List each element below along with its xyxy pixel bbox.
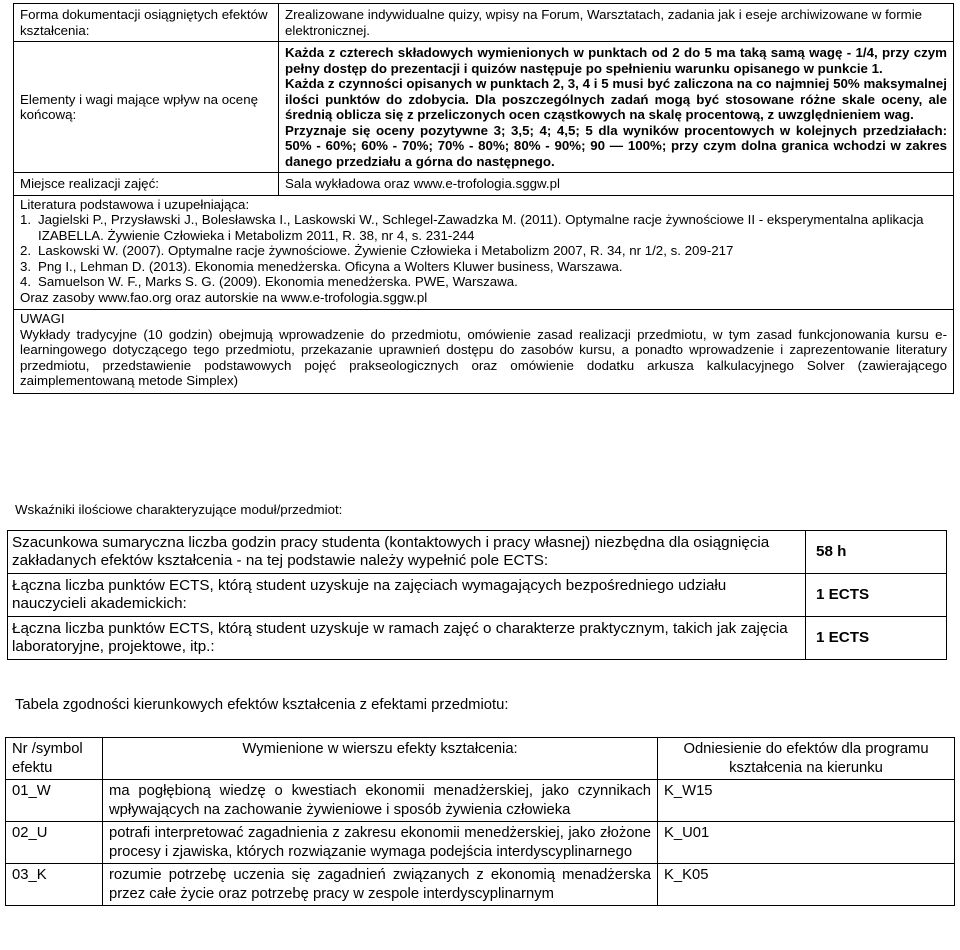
- weights-paragraph-2: Każda z czynności opisanych w punktach 2, 3, 4 i 5 musi być zaliczona na co najmniej 50% maksymalnej ilości punktów do zdobycia. Dla poszczególnych zadań mogą być stosowane różne skale oceny, ale średnią oblicza się z przeliczonych ocen cząstkowych na skalę procentową, z uwzględnieniem wag.: [285, 76, 947, 122]
- literature-list: [20, 212, 947, 290]
- indicator-row: [8, 531, 947, 574]
- indicator-value: 58 h: [806, 531, 947, 574]
- weights-row: [14, 42, 954, 173]
- effect-description: ma pogłębioną wiedzę o kwestiach ekonomii menadżerskiej, jako czynnikach wpływających na zachowanie żywieniowe i sposób żywienia człowieka: [103, 780, 658, 822]
- weights-value: [279, 42, 954, 173]
- compliance-row: [6, 822, 955, 864]
- weights-label: Elementy i wagi mające wpływ na ocenę końcową:: [14, 42, 279, 173]
- indicators-heading: Wskaźniki ilościowe charakteryzujące moduł/przedmiot:: [15, 502, 343, 517]
- effect-reference: K_K05: [658, 864, 955, 906]
- literature-item-text: Laskowski W. (2007). Optymalne racje żywnościowe. Żywienie Człowieka i Metabolizm 2007, R. 34, nr 1/2, s. 209-217: [38, 243, 734, 258]
- place-row: [14, 173, 954, 196]
- literature-item-number: 4.: [20, 274, 32, 289]
- effect-symbol: 02_U: [6, 822, 103, 864]
- compliance-row: [6, 864, 955, 906]
- place-value: Sala wykładowa oraz www.e-trofologia.sggw.pl: [279, 173, 954, 196]
- remarks-row: [14, 310, 954, 394]
- compliance-table: [5, 737, 955, 906]
- weights-paragraph-3: Przyznaje się oceny pozytywne 3; 3,5; 4; 4,5; 5 dla wyników procentowych w kolejnych przedziałach: 50% - 60%; 60% - 70%; 70% - 80%; 80% - 90%; 90 — 100%; przy czym dolna granica wchodzi w zakres danego przedziału a górna do następnego.: [285, 122, 947, 169]
- effect-reference: K_W15: [658, 780, 955, 822]
- literature-item: [20, 243, 947, 259]
- literature-item-text: Samuelson W. F., Marks S. G. (2009). Ekonomia menedżerska. PWE, Warszawa.: [38, 274, 518, 289]
- literature-item: [20, 212, 947, 243]
- effect-reference: K_U01: [658, 822, 955, 864]
- effect-description: potrafi interpretować zagadnienia z zakresu ekonomii menedżerskiej, jako złożone procesy i zjawiska, których rozwiązanie wymaga podejścia interdyscyplinarnego: [103, 822, 658, 864]
- effect-symbol: 03_K: [6, 864, 103, 906]
- compliance-header-row: [6, 738, 955, 780]
- literature-cell: [14, 195, 954, 310]
- compliance-heading: Tabela zgodności kierunkowych efektów kształcenia z efektami przedmiotu:: [15, 697, 509, 713]
- column-header-symbol: Nr /symbol efektu: [6, 738, 103, 780]
- indicator-row: [8, 574, 947, 617]
- column-header-reference: Odniesienie do efektów dla programu kształcenia na kierunku: [658, 738, 955, 780]
- form-label: Forma dokumentacji osiągniętych efektów kształcenia:: [14, 4, 279, 42]
- effect-symbol: 01_W: [6, 780, 103, 822]
- place-label: Miejsce realizacji zajęć:: [14, 173, 279, 196]
- remarks-cell: [14, 310, 954, 394]
- literature-item-number: 1.: [20, 212, 32, 227]
- literature-extra: Oraz zasoby www.fao.org oraz autorskie na www.e-trofologia.sggw.pl: [20, 289, 428, 305]
- form-row: [14, 4, 954, 42]
- effect-description: rozumie potrzebę uczenia się zagadnień związanych z ekonomią menadżerska przez całe życie oraz potrzebę pracy w zespole interdyscyplinarnym: [103, 864, 658, 906]
- weights-paragraph-1: Każda z czterech składowych wymienionych w punktach od 2 do 5 ma taką samą wagę - 1/4, przy czym pełny dostęp do prezentacji i quizów następuje po spełnieniu warunku opisanego w punkcie 1.: [285, 45, 947, 76]
- literature-item: [20, 259, 947, 275]
- form-value: Zrealizowane indywidualne quizy, wpisy na Forum, Warsztatach, zadania jak i eseje archiwizowane w formie elektronicznej.: [279, 4, 954, 42]
- indicator-row: [8, 617, 947, 660]
- module-description-table: [13, 3, 954, 394]
- literature-row: [14, 195, 954, 310]
- remarks-heading: UWAGI: [20, 311, 65, 326]
- literature-item: [20, 274, 947, 290]
- literature-item-number: 3.: [20, 258, 32, 274]
- literature-item-number: 2.: [20, 243, 32, 258]
- literature-heading: Literatura podstawowa i uzupełniająca:: [20, 196, 250, 212]
- remarks-text: Wykłady tradycyjne (10 godzin) obejmują wprowadzenie do przedmiotu, omówienie zasad realizacji przedmiotu, w tym zasad funkcjonowania kursu e-learningowego dotyczącego tego przedmiotu, przekazanie uprawnień dostępu do zasobów kursu, a ponadto wprowadzenie i zaprezentowanie literatury przedmiotu, przedstawienie podstawowych pojęć prakseologicznych oraz omówienie dodatku arkusza kalkulacyjnego Solver (zawierającego zaimplementowaną metode Simplex): [20, 326, 947, 388]
- indicator-value: 1 ECTS: [806, 574, 947, 617]
- indicator-value: 1 ECTS: [806, 617, 947, 660]
- literature-item-text: Jagielski P., Przysławski J., Bolesławska I., Laskowski W., Schlegel-Zawadzka M. (2011). Optymalne racje żywnościowe II - eksperymentalna aplikacja IZABELLA. Żywienie Człowieka i Metabolizm 2011, R. 38, nr 4, s. 231-244: [38, 212, 924, 243]
- indicator-label: Łączna liczba punktów ECTS, którą student uzyskuje w ramach zajęć o charakterze praktycznym, takich jak zajęcia laboratoryjne, projektowe, itp.:: [8, 617, 806, 660]
- compliance-row: [6, 780, 955, 822]
- column-header-effects: Wymienione w wierszu efekty kształcenia:: [103, 738, 658, 780]
- indicator-label: Szacunkowa sumaryczna liczba godzin pracy studenta (kontaktowych i pracy własnej) niezbędna dla osiągnięcia zakładanych efektów kształcenia - na tej podstawie należy wypełnić pole ECTS:: [8, 531, 806, 574]
- indicators-table: [7, 530, 947, 660]
- literature-item-text: Png I., Lehman D. (2013). Ekonomia menedżerska. Oficyna a Wolters Kluwer business, Warszawa.: [38, 258, 623, 274]
- indicator-label: Łączna liczba punktów ECTS, którą student uzyskuje na zajęciach wymagających bezpośredniego udziału nauczycieli akademickich:: [8, 574, 806, 617]
